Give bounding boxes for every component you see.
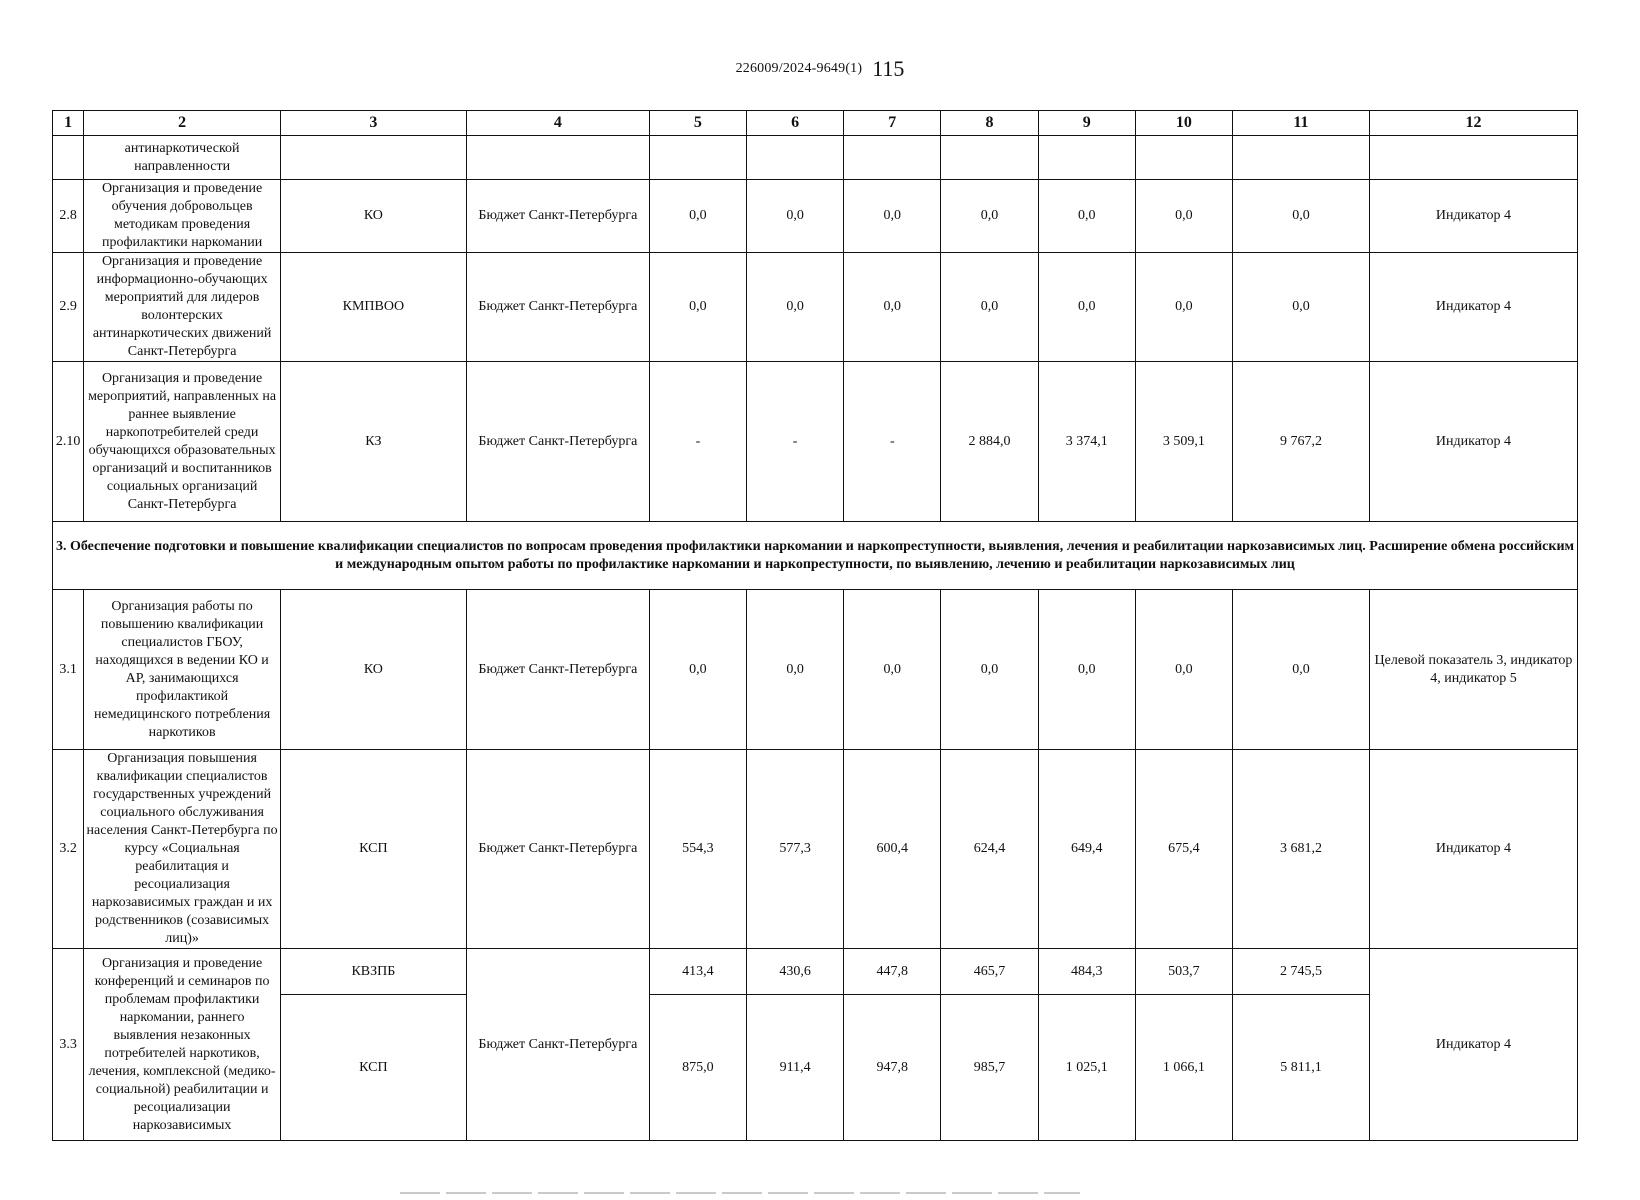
indicator: Индикатор 4 (1369, 750, 1577, 949)
value-cell: 0,0 (1135, 253, 1232, 362)
funding-source: Бюджет Санкт-Петербурга (466, 750, 649, 949)
table-row (53, 949, 1578, 995)
column-number: 11 (1233, 111, 1370, 136)
value-cell: 600,4 (844, 750, 941, 949)
activity-name: антинаркотической направленности (84, 136, 281, 180)
funding-source: Бюджет Санкт-Петербурга (466, 253, 649, 362)
value-cell: 0,0 (844, 590, 941, 750)
activity-name: Организация и проведение обучения добровольцев методикам проведения профилактики наркомании (84, 180, 281, 253)
value-cell: 2 884,0 (941, 362, 1038, 522)
value-cell: 3 374,1 (1038, 362, 1135, 522)
total-cell: 9 767,2 (1233, 362, 1370, 522)
column-number: 10 (1135, 111, 1232, 136)
value-cell: 1 066,1 (1135, 995, 1232, 1141)
value-cell: 0,0 (844, 180, 941, 253)
row-number: 3.2 (53, 750, 84, 949)
total-cell: 5 811,1 (1233, 995, 1370, 1141)
activity-name: Организация повышения квалификации специалистов государственных учреждений социального обслуживания населения Санкт-Петербурга по курсу «Социальная реабилитация и ресоциализация наркозависимых граждан и их родственников (созависимых лиц)» (84, 750, 281, 949)
column-number: 6 (747, 111, 844, 136)
value-cell: 911,4 (747, 995, 844, 1141)
activity-name: Организация и проведение информационно-обучающих мероприятий для лидеров волонтерских антинаркотических движений Санкт-Петербурга (84, 253, 281, 362)
value-cell: - (649, 362, 746, 522)
value-cell: 649,4 (1038, 750, 1135, 949)
total-cell: 0,0 (1233, 180, 1370, 253)
executor: КСП (280, 750, 466, 949)
value-cell: 0,0 (1038, 180, 1135, 253)
row-number: 2.10 (53, 362, 84, 522)
activity-name: Организация работы по повышению квалификации специалистов ГБОУ, находящихся в ведении КО и АР, занимающихся профилактикой немедицинского потребления наркотиков (84, 590, 281, 750)
value-cell: 503,7 (1135, 949, 1232, 995)
value-cell: 413,4 (649, 949, 746, 995)
column-number: 3 (280, 111, 466, 136)
table-row (53, 253, 1578, 362)
executor: КЗ (280, 362, 466, 522)
column-number: 12 (1369, 111, 1577, 136)
value-cell: 0,0 (1038, 590, 1135, 750)
value-cell: 0,0 (1038, 253, 1135, 362)
value-cell: 577,3 (747, 750, 844, 949)
table-row (53, 995, 1578, 1141)
value-cell: 0,0 (941, 590, 1038, 750)
column-number: 2 (84, 111, 281, 136)
value-cell: 3 509,1 (1135, 362, 1232, 522)
value-cell: 0,0 (1135, 180, 1232, 253)
total-cell: 2 745,5 (1233, 949, 1370, 995)
table-row (53, 180, 1578, 253)
page-number: 115 (872, 56, 905, 81)
value-cell: 0,0 (844, 253, 941, 362)
executor: КМПВОО (280, 253, 466, 362)
executor: КО (280, 590, 466, 750)
table-row (53, 590, 1578, 750)
funding-source: Бюджет Санкт-Петербурга (466, 590, 649, 750)
indicator: Индикатор 4 (1369, 362, 1577, 522)
activity-name: Организация и проведение конференций и семинаров по проблемам профилактики наркомании, раннего выявления незаконных потребителей наркотиков, лечения, комплексной (медико-социальной) реабилитации и ресоциализации наркозависимых (84, 949, 281, 1141)
section-header-row (53, 522, 1578, 590)
value-cell: 0,0 (649, 253, 746, 362)
column-number: 1 (53, 111, 84, 136)
value-cell: 465,7 (941, 949, 1038, 995)
continuation-row (53, 136, 1578, 180)
funding-source: Бюджет Санкт-Петербурга (466, 362, 649, 522)
value-cell: 675,4 (1135, 750, 1232, 949)
value-cell: 0,0 (747, 180, 844, 253)
value-cell: 947,8 (844, 995, 941, 1141)
table-row (53, 750, 1578, 949)
activity-name: Организация и проведение мероприятий, направленных на раннее выявление наркопотребителей среди обучающихся образовательных организаций и воспитанников социальных организаций Санкт-Петербурга (84, 362, 281, 522)
row-number: 2.8 (53, 180, 84, 253)
value-cell: 484,3 (1038, 949, 1135, 995)
value-cell: 0,0 (649, 180, 746, 253)
funding-source: Бюджет Санкт-Петербурга (466, 180, 649, 253)
total-cell: 0,0 (1233, 590, 1370, 750)
value-cell: 0,0 (1135, 590, 1232, 750)
column-number: 4 (466, 111, 649, 136)
value-cell: 0,0 (649, 590, 746, 750)
value-cell: 0,0 (941, 253, 1038, 362)
indicator: Индикатор 4 (1369, 253, 1577, 362)
value-cell: 985,7 (941, 995, 1038, 1141)
row-number: 3.3 (53, 949, 84, 1141)
funding-source: Бюджет Санкт-Петербурга (466, 949, 649, 1141)
column-number: 7 (844, 111, 941, 136)
value-cell: 0,0 (747, 253, 844, 362)
budget-table (52, 110, 1578, 1141)
value-cell: 0,0 (941, 180, 1038, 253)
value-cell: 430,6 (747, 949, 844, 995)
page-header (0, 56, 1640, 82)
indicator: Индикатор 4 (1369, 949, 1577, 1141)
value-cell: - (747, 362, 844, 522)
column-number: 8 (941, 111, 1038, 136)
executor: КСП (280, 995, 466, 1141)
executor: КВЗПБ (280, 949, 466, 995)
column-number: 5 (649, 111, 746, 136)
value-cell: 624,4 (941, 750, 1038, 949)
indicator: Индикатор 4 (1369, 180, 1577, 253)
value-cell: 875,0 (649, 995, 746, 1141)
value-cell: 0,0 (747, 590, 844, 750)
column-number: 9 (1038, 111, 1135, 136)
indicator: Целевой показатель 3, индикатор 4, индикатор 5 (1369, 590, 1577, 750)
scan-artifact (400, 1192, 1080, 1194)
row-number: 3.1 (53, 590, 84, 750)
total-cell: 0,0 (1233, 253, 1370, 362)
table-row (53, 362, 1578, 522)
row-number: 2.9 (53, 253, 84, 362)
value-cell: 554,3 (649, 750, 746, 949)
section-title: 3. Обеспечение подготовки и повышение квалификации специалистов по вопросам проведения профилактики наркомании и наркопреступности, выявления, лечения и реабилитации наркозависимых лиц. Расширение обмена российским и международным опытом работы по профилактике наркомании и наркопреступности, по выявлению, лечению и реабилитации наркозависимых лиц (53, 522, 1578, 590)
value-cell: 447,8 (844, 949, 941, 995)
value-cell: 1 025,1 (1038, 995, 1135, 1141)
executor: КО (280, 180, 466, 253)
value-cell: - (844, 362, 941, 522)
column-number-row (53, 111, 1578, 136)
row-number (53, 136, 84, 180)
document-number: 226009/2024-9649(1) (735, 61, 863, 76)
total-cell: 3 681,2 (1233, 750, 1370, 949)
